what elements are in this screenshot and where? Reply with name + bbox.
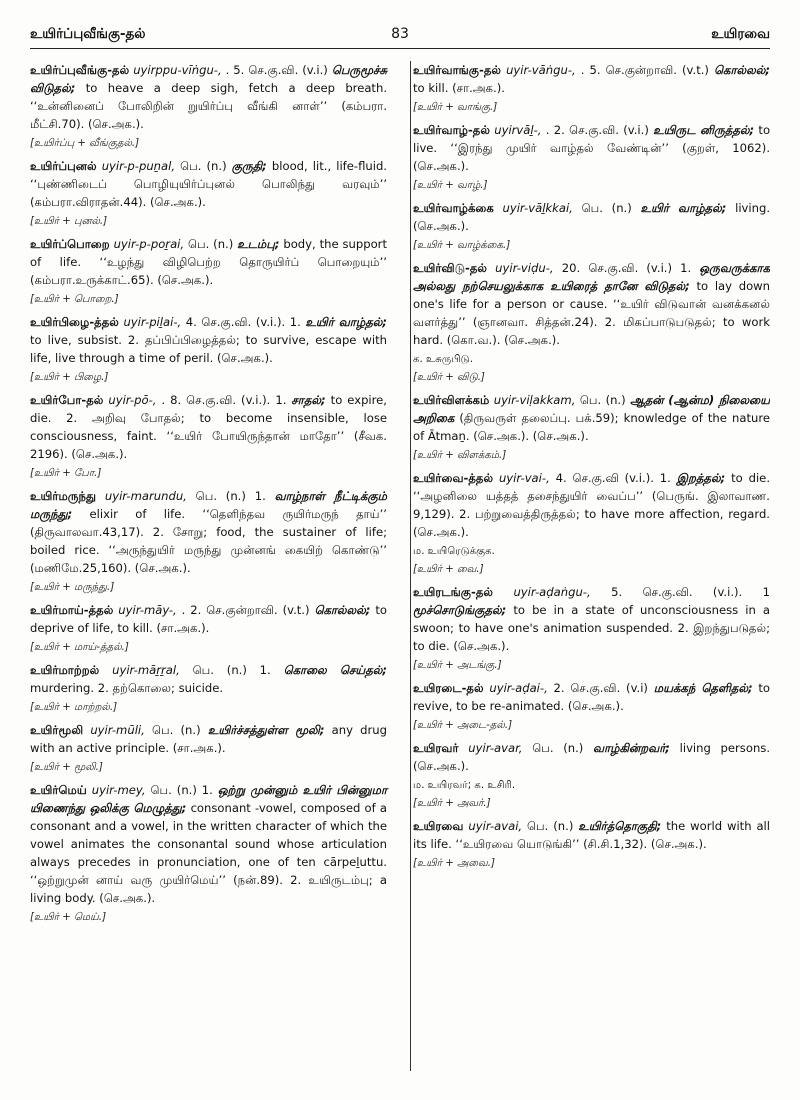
entry-cognate: ம. உயிரவர்; க. உசிரி.	[413, 780, 516, 791]
right-column	[399, 61, 770, 1071]
entry-grammar: . 5. செ.குன்றாவி. (v.t.)	[580, 63, 709, 77]
dictionary-entry	[413, 739, 770, 811]
entry-text	[413, 391, 770, 445]
entry-gloss: மயக்கந் தெளிதல்;	[653, 681, 753, 695]
entry-gloss: உயிர் வாழ்தல்;	[640, 201, 727, 215]
left-column	[30, 61, 399, 1071]
entry-transliteration: uyirvāḻ-,	[494, 123, 542, 137]
entry-headword: உயிர்மெய்	[30, 783, 87, 797]
entry-text	[413, 817, 770, 853]
entry-gloss: உயிருட னிருத்தல்;	[653, 123, 755, 137]
entry-text	[30, 487, 387, 577]
entry-text	[413, 259, 770, 349]
dictionary-entry	[30, 157, 387, 229]
entry-grammar: பெ. (n.)	[527, 819, 574, 833]
entry-etymology: [உயிர் + விடு.]	[413, 372, 485, 383]
dictionary-entry	[30, 235, 387, 307]
entry-headword: உயிர்போ-தல்	[30, 393, 104, 407]
entry-headword: உயிர்பிழை-த்தல்	[30, 315, 119, 329]
entry-gloss: ஆதன் (ஆன்ம) நிலையை அறிகை	[413, 393, 770, 425]
entry-grammar: பெ. (n.) 1.	[192, 663, 271, 677]
entry-headword: உயிர்மாற்றல்	[30, 663, 100, 677]
entry-transliteration: uyir-māy-,	[118, 603, 177, 617]
entry-etymology: [உயிர் + பொறை.]	[30, 294, 119, 305]
entry-headword: உயிர்ப்புனல்	[30, 159, 97, 173]
entry-gloss: உடம்பு;	[237, 237, 280, 251]
entry-transliteration: uyirppu-vīṅgu-,	[133, 63, 222, 77]
entry-transliteration: uyir-māṟṟal,	[112, 663, 180, 677]
entry-gloss: கொலை செய்தல்;	[283, 663, 388, 677]
entry-columns	[30, 61, 770, 1071]
entry-gloss: வாழ்கின்றவர்;	[593, 741, 670, 755]
entry-transliteration: uyir-viḍu-,	[495, 261, 554, 275]
entry-transliteration: uyir-avai,	[468, 819, 523, 833]
entry-gloss: குருதி;	[231, 159, 267, 173]
entry-grammar: 4. செ.கு.வி. (v.i.). 1.	[185, 315, 301, 329]
entry-transliteration: uyir-aḍai-,	[489, 681, 548, 695]
dictionary-entry	[30, 721, 387, 775]
dictionary-entry	[413, 61, 770, 115]
entry-etymology: [உயிர் + வாழ்க்கை.]	[413, 240, 511, 251]
entry-headword: உயிர்வாழ்-தல்	[413, 123, 490, 137]
entry-etymology: [உயிர் + வாழ்.]	[413, 180, 488, 191]
entry-text	[30, 235, 387, 289]
entry-etymology: [உயிர் + மெய்.]	[30, 912, 107, 923]
entry-etymology: [உயிர்ப்பு + வீங்குதல்.]	[30, 138, 140, 149]
entry-gloss: வாழ்நாள் நீட்டிக்கும் மருந்து;	[30, 489, 388, 521]
entry-grammar: 2. செ.கு.வி. (v.i)	[553, 681, 648, 695]
entry-headword: உயிர்ப்புவீங்கு-தல்	[30, 63, 130, 77]
entry-definition: living. (செ.அக.).	[413, 201, 770, 233]
entry-grammar: பெ. (n.) 1.	[195, 489, 266, 503]
entry-headword: உயிர்விடு-தல்	[413, 261, 488, 275]
entry-etymology: [உயிர் + அடை-தல்.]	[413, 720, 513, 731]
header-last-headword: உயிரவை	[711, 26, 770, 42]
entry-definition: elixir of life. ‘‘தெளிந்தவ ருயிர்மருந் தாய்’’ (திருவாலவா.43,17). 2. சோறு; food, the sustainer of life; boiled rice. ‘‘அருந்துயிர் மருந்து முன்னங் கையிற் கொண்டு’’ (மணிமே.25,160). (செ.அக.).	[30, 507, 387, 575]
entry-etymology: [உயிர் + அடங்கு.]	[413, 660, 502, 671]
entry-transliteration: uyir-vai-,	[498, 471, 550, 485]
entry-definition: to revive, to be re-animated. (செ.அக.).	[413, 681, 770, 713]
dictionary-entry	[413, 817, 770, 871]
entry-grammar: பெ. (n.)	[152, 723, 201, 737]
dictionary-entry	[413, 679, 770, 733]
dictionary-entry	[413, 121, 770, 193]
entry-etymology: [உயிர் + அவர்.]	[413, 798, 491, 809]
entry-gloss: இறத்தல்;	[676, 471, 726, 485]
entry-definition: to live, subsist. 2. தப்பிப்பிழைத்தல்; to survive, escape with life, live through a time of peril. (செ.அக.).	[30, 333, 387, 365]
entry-text	[413, 199, 770, 235]
entry-definition: to expire, die. 2. அறிவு போதல்; to become insensible, lose consciousness, faint. ‘‘உயிர் போயிருந்தான் மாதோ’’ (சீவக. 2196). (செ.அக.).	[30, 393, 387, 461]
entry-gloss: மூச்சொடுங்குதல்;	[413, 603, 507, 617]
entry-grammar: பெ. (n.) 1.	[150, 783, 213, 797]
entry-text	[30, 721, 387, 757]
dictionary-entry	[30, 781, 387, 925]
entry-definition: living persons. (செ.அக.).	[413, 741, 770, 773]
entry-etymology: [உயிர் + மாய்-த்தல்.]	[30, 642, 129, 653]
entry-grammar: 20. செ.கு.வி. (v.i.) 1.	[561, 261, 692, 275]
entry-etymology: [உயிர் + வாங்கு.]	[413, 102, 498, 113]
entry-etymology: [உயிர் + வை.]	[413, 564, 484, 575]
entry-gloss: கொல்லல்;	[314, 603, 371, 617]
entry-headword: உயிர்வாழ்க்கை	[413, 201, 494, 215]
entry-etymology: [உயிர் + புனல்.]	[30, 216, 108, 227]
entry-headword: உயிர்வை-த்தல்	[413, 471, 494, 485]
entry-headword: உயிரடை-தல்	[413, 681, 484, 695]
entry-grammar: 4. செ.கு.வி (v.i.). 1.	[555, 471, 671, 485]
page-number: 83	[391, 26, 409, 42]
entry-transliteration: uyir-avar,	[468, 741, 523, 755]
entry-definition: blood, lit., life-fluid. ‘‘புண்ணிடைப் பொழியுயிர்ப்புனல் பொலிந்து வரவும்’’ (கம்பரா.விராதன்.44). (செ.அக.).	[30, 159, 387, 209]
entry-etymology: [உயிர் + பிழை.]	[30, 372, 109, 383]
dictionary-entry	[413, 469, 770, 577]
dictionary-entry	[30, 391, 387, 481]
entry-etymology: [உயிர் + மூலி.]	[30, 762, 103, 773]
entry-definition: to die. ‘‘அழனிலை யத்தத் தசைந்துயிர் வைப்ப’’ (பெருங். இலாவாண. 9,129). 2. பற்றுவைத்திருத்தல்; to have more affection, regard. (செ.அக.).	[413, 471, 770, 539]
entry-text	[413, 61, 770, 97]
entry-grammar: பெ. (n.)	[187, 237, 234, 251]
entry-transliteration: uyir-aḍaṅgu-,	[513, 585, 591, 599]
dictionary-entry	[413, 199, 770, 253]
dictionary-entry	[30, 661, 387, 715]
dictionary-entry	[413, 391, 770, 463]
entry-text	[30, 391, 387, 463]
entry-headword: உயிரவர்	[413, 741, 459, 755]
entry-definition: to kill. (சா.அக.).	[413, 81, 505, 95]
entry-text	[413, 121, 770, 175]
entry-gloss: பெருமூச்சு விடுதல்;	[30, 63, 388, 95]
entry-text	[413, 679, 770, 715]
entry-transliteration: uyir-marundu,	[104, 489, 187, 503]
entry-text	[30, 781, 387, 907]
entry-text	[30, 313, 387, 367]
entry-gloss: உயிர்த்தொகுதி;	[578, 819, 662, 833]
entry-definition: the world with all its life. ‘‘உயிரவை யொடுங்கி’’ (சி.சி.1,32). (செ.அக.).	[413, 819, 770, 851]
entry-transliteration: uyir-p-poṟai,	[113, 237, 185, 251]
entry-definition: murdering. 2. தற்கொலை; suicide.	[30, 681, 224, 695]
entry-transliteration: uyir-vāṅgu-,	[506, 63, 576, 77]
entry-text	[30, 661, 387, 697]
entry-gloss: சாதல்;	[291, 393, 326, 407]
entry-etymology: [உயிர் + மருந்து.]	[30, 582, 115, 593]
entry-grammar: 5. செ.கு.வி. (v.i.). 1	[611, 585, 770, 599]
entry-transliteration: uyir-p-puṉal,	[101, 159, 176, 173]
entry-transliteration: uyir-mūli,	[90, 723, 145, 737]
dictionary-entry	[30, 601, 387, 655]
dictionary-entry	[30, 487, 387, 595]
entry-text	[30, 157, 387, 211]
dictionary-entry	[30, 313, 387, 385]
entry-etymology: [உயிர் + மாற்றல்.]	[30, 702, 118, 713]
entry-definition: any drug with an active principle. (சா.அக.).	[30, 723, 388, 755]
entry-headword: உயிர்ப்பொறை	[30, 237, 110, 251]
entry-grammar: பெ. (n.)	[532, 741, 584, 755]
entry-definition: (திருவருள் தலைப்பு. பக்.59); knowledge of the nature of Ātmaṉ. (செ.அக.). (செ.அக.).	[413, 411, 770, 443]
entry-grammar: . 2. செ.குன்றாவி. (v.t.)	[181, 603, 310, 617]
entry-transliteration: uyir-piḻai-,	[123, 315, 182, 329]
entry-definition: to live. ‘‘இரந்து முயிர் வாழ்தல் வேண்டின்’’ (குறள், 1062). (செ.அக.).	[413, 123, 770, 173]
entry-etymology: [உயிர் + விளக்கம்.]	[413, 450, 507, 461]
entry-grammar: . 5. செ.கு.வி. (v.i.)	[225, 63, 328, 77]
entry-gloss: உயிர்ச்சத்துள்ள மூலி;	[207, 723, 325, 737]
entry-text	[30, 61, 387, 133]
entry-transliteration: uyir-vāḻkkai,	[502, 201, 573, 215]
entry-definition: to be in a state of unconsciousness in a swoon; to have one's animation suspended. 2. இறந்துபடுதல்; to die. (செ.அக.).	[413, 603, 770, 653]
entry-text	[413, 583, 770, 655]
entry-grammar: . 8. செ.கு.வி. (v.i.). 1.	[161, 393, 287, 407]
entry-gloss: கொல்லல்;	[714, 63, 770, 77]
page-header	[30, 22, 770, 49]
entry-grammar: பெ. (n.)	[180, 159, 227, 173]
dictionary-entry	[30, 61, 387, 151]
entry-headword: உயிரடங்கு-தல்	[413, 585, 494, 599]
entry-cognate: ம. உயிரெடுக்குக.	[413, 546, 495, 557]
entry-headword: உயிர்மருந்து	[30, 489, 97, 503]
entry-cognate: க. உசுருபிடு.	[413, 354, 473, 365]
entry-definition: body, the support of life. ‘‘உழந்து விழிபெற்ற தொருயிர்ப் பொறையும்’’ (கம்பரா.உருக்காட்.65). (செ.அக.).	[30, 237, 387, 287]
entry-headword: உயிரவை	[413, 819, 464, 833]
entry-grammar: . 2. செ.கு.வி. (v.i.)	[545, 123, 649, 137]
entry-definition: consonant -vowel, composed of a consonant and a vowel, in the written character of which the vowel animates the consonantal sound whose articulation always precedes in pronunciation, one of ten cārpeḻuttu. ‘‘ஒற்றுமுன் னாய் வரு முயிர்மெய்’’ (நன்.89). 2. உயிருடம்பு; a living body. (செ.அக.).	[30, 801, 387, 905]
entry-headword: உயிர்மூலி	[30, 723, 84, 737]
header-first-headword: உயிர்ப்புவீங்கு-தல்	[30, 26, 146, 42]
entry-text	[413, 469, 770, 541]
entry-definition: to lay down one's life for a person or cause. ‘‘உயிர் விடுவான் வனக்கனல் வளர்த்து’’ (ஞானவா. சித்தன்.24). 2. மிகப்பாடுபடுதல்; to work hard. (கொ.வ.). (செ.அக.).	[413, 279, 770, 347]
dictionary-entry	[413, 259, 770, 385]
entry-gloss: உயிர் வாழ்தல்;	[305, 315, 388, 329]
entry-definition: to deprive of life, to kill. (சா.அக.).	[30, 603, 388, 635]
entry-gloss: ஒற்று முன்னும் உயிர் பின்னுமா யிணைந்து ஒலிக்கு மெழுத்து;	[30, 783, 388, 815]
entry-headword: உயிர்வாங்கு-தல்	[413, 63, 502, 77]
entry-headword: உயிர்விளக்கம்	[413, 393, 490, 407]
entry-transliteration: uyir-pō-,	[108, 393, 157, 407]
entry-grammar: பெ. (n.)	[581, 201, 632, 215]
entry-gloss: ஒருவருக்காக அல்லது நற்செயலுக்காக உயிரைத் தானே விடுதல்;	[413, 261, 770, 293]
entry-headword: உயிர்மாய்-த்தல்	[30, 603, 114, 617]
entry-etymology: [உயிர் + போ.]	[30, 468, 102, 479]
column-divider	[410, 61, 411, 1071]
entry-transliteration: uyir-mey,	[91, 783, 146, 797]
entry-text	[413, 739, 770, 775]
entry-grammar: பெ. (n.)	[579, 393, 626, 407]
entry-text	[30, 601, 387, 637]
entry-transliteration: uyir-viḷakkam,	[493, 393, 576, 407]
entry-definition: to heave a deep sigh, fetch a deep breath. ‘‘உன்னினைப் போலிறின் றுயிர்ப்பு வீங்கி னாள்’’ (கம்பரா. மீட்சி.70). (செ.அக.).	[30, 81, 388, 131]
dictionary-entry	[413, 583, 770, 673]
entry-etymology: [உயிர் + அவை.]	[413, 858, 495, 869]
